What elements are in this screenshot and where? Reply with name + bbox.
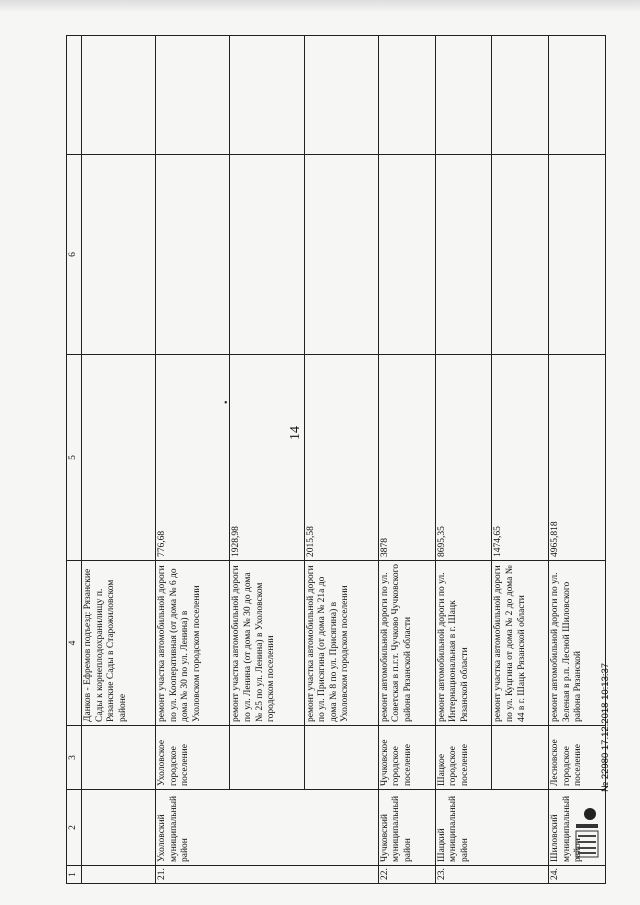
cell-col5 <box>82 355 156 561</box>
table-row <box>156 36 230 884</box>
table-row <box>378 36 435 884</box>
cell-district: Шиловский муниципальный район <box>549 790 606 866</box>
cell-col6 <box>82 155 156 355</box>
cell-amount: 1928,98 <box>230 355 304 561</box>
cell-district: Ухоловский муниципальный район <box>156 790 379 866</box>
cell-col6 <box>156 155 230 355</box>
cell-num: 23. <box>435 866 549 884</box>
cell-num: 24. <box>549 866 606 884</box>
cell-col7 <box>492 36 549 155</box>
header-row <box>67 36 82 884</box>
cell-col7 <box>230 36 304 155</box>
table-row <box>435 36 492 884</box>
cell-col6 <box>435 155 492 355</box>
cell-num <box>82 866 156 884</box>
registration-footer: № 22980 17.12.2018 10:13:37 <box>600 662 611 792</box>
table-row <box>230 36 304 884</box>
table-body <box>67 36 606 884</box>
rotated-table-wrapper <box>66 36 606 884</box>
header-cell: 6 <box>67 155 82 355</box>
cell-num: 22. <box>378 866 435 884</box>
continuation-row <box>82 36 156 884</box>
cell-object: ремонт участка автомобильной дороги по ул. Присягина (от дома № 21а до дома № 8 по ул. Присягина) в Ухоловском городском поселении <box>304 561 378 726</box>
cell-settlement <box>304 726 378 790</box>
cell-col7 <box>82 36 156 155</box>
cell-settlement: Лесновское городское поселение <box>549 726 606 790</box>
cell-settlement: Чучковское городское поселение <box>378 726 435 790</box>
cell-col7 <box>378 36 435 155</box>
registration-stamp-icon <box>570 800 610 900</box>
cell-district: Чучковский муниципальный район <box>378 790 435 866</box>
cell-object: Данков - Ефремов подъезд: Рязанские Сады к корнеплодохранилищу п. Рязанские Сады в Старожиловском районе <box>82 561 156 726</box>
header-cell: 1 <box>67 866 82 884</box>
cell-object: ремонт участка автомобильной дороги по ул. Ленина (от дома № 30 до дома № 25 по ул. Ленина) в Ухоловском городском поселении <box>230 561 304 726</box>
cell-object: ремонт участка автомобильной дороги по ул. Кооперативная (от дома № 6 до дома № 30 по ул. Ленина) в Ухоловском городском поселении <box>156 561 230 726</box>
road-repair-table <box>66 35 606 884</box>
cell-num: 21. <box>156 866 379 884</box>
cell-amount: 3878 <box>378 355 435 561</box>
cell-settlement <box>230 726 304 790</box>
cell-amount: 8695,35 <box>435 355 492 561</box>
cell-amount: 2015,58 <box>304 355 378 561</box>
cell-amount: 4965,818 <box>549 355 606 561</box>
cell-district: Шацкий муниципальный район <box>435 790 549 866</box>
cell-col6 <box>230 155 304 355</box>
header-cell: 5 <box>67 355 82 561</box>
scan-edge <box>0 0 640 12</box>
scan-mark: • <box>224 398 228 409</box>
cell-settlement <box>492 726 549 790</box>
cell-col6 <box>304 155 378 355</box>
cell-amount: 1474,65 <box>492 355 549 561</box>
cell-settlement <box>82 726 156 790</box>
cell-col6 <box>492 155 549 355</box>
cell-object: ремонт автомобильной дороги по ул. Советская в п.г.т. Чучково Чучковского района Рязанской области <box>378 561 435 726</box>
cell-col6 <box>378 155 435 355</box>
cell-col6 <box>549 155 606 355</box>
cell-district <box>82 790 156 866</box>
header-cell: 4 <box>67 561 82 726</box>
table-row <box>304 36 378 884</box>
page-number: 14 <box>288 426 303 440</box>
header-cell <box>67 36 82 155</box>
cell-col7 <box>549 36 606 155</box>
cell-col7 <box>435 36 492 155</box>
table-row <box>492 36 549 884</box>
cell-object: ремонт участка автомобильной дороги по ул. Куцгина от дома № 2 до дома № 44 в г. Шацк Рязанской области <box>492 561 549 726</box>
cell-object: ремонт автомобильной дороги по ул. Интернациональная в г. Шацк Рязанской области <box>435 561 492 726</box>
cell-object: ремонт автомобильной дороги по ул. Зеленая в р.п. Лесной Шиловского района Рязанской <box>549 561 606 726</box>
cell-settlement: Шацкое городское поселение <box>435 726 492 790</box>
header-cell: 3 <box>67 726 82 790</box>
cell-col7 <box>156 36 230 155</box>
cell-settlement: Ухоловское городское поселение <box>156 726 230 790</box>
cell-col7 <box>304 36 378 155</box>
cell-amount: 776,68 <box>156 355 230 561</box>
header-cell: 2 <box>67 790 82 866</box>
table-row <box>549 36 606 884</box>
